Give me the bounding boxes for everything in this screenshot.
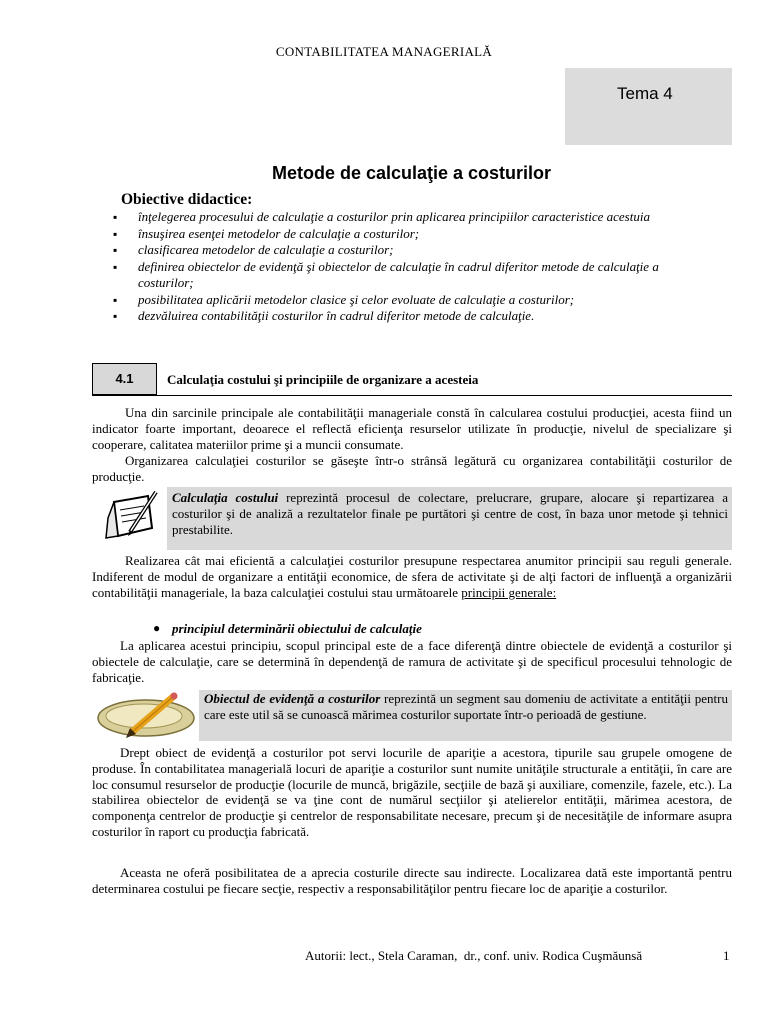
section-number: 4.1: [92, 363, 157, 395]
paragraph-intro: Una din sarcinile principale ale contabilităţii manageriale constă în calcularea costului producţiei, acesta fiind un indicator foarte important, deoarece el reflectă eficienţa resurselor utilizate în producţie, nivelul de specializare şi cooperare, calitatea materiilor prime şi a muncii consumate.: [92, 405, 732, 452]
definition-box-calculation: [167, 487, 732, 550]
section-title: Calculaţia costului şi principiile de organizare a acesteia: [167, 372, 479, 387]
paragraph-principles-text: Realizarea cât mai eficientă a calculaţiei costurilor presupune respectarea anumitor principii sau reguli generale. Indiferent de modul de organizare a entităţii economice, de sfera de activitate şi de alţi factori de influenţă a organizării contabilităţii manageriale, la baza calculaţiei costului stau următoarele: [92, 553, 732, 600]
objective-item: ▪ dezvăluirea contabilităţii costurilor în cadrul diferitor metode de calculaţie.: [110, 308, 710, 325]
paragraph-cost-objects: Drept obiect de evidenţă a costurilor pot servi locurile de apariţie a acestora, tipurile sau grupele omogene de produse. În contabilitatea managerială locuri de apariţie a costurilor sunt numite unităţile structurale a entităţii, în care are loc consumul resurselor de producţie (locurile de muncă, brigăzile, secţiile de bază şi auxiliare, comenzile, fazele, etc.). La stabilirea obiectelor de evidenţă se va ţine cont de numărul secţiilor şi atelierelor entităţii, mărimea acestora, de componenţa centrelor de producţie şi centrelor de responsabilitate necesare, precum şi de necesităţile de informare asupra costurilor în raport cu producţia fabricată.: [92, 745, 732, 839]
objective-item: ▪ clasificarea metodelor de calculaţie a costurilor;: [110, 242, 710, 259]
topic-box: [565, 68, 732, 145]
notepad-pen-icon: [100, 488, 162, 546]
paragraph-principle-application: La aplicarea acestui principiu, scopul principal este de a face diferenţă dintre obiectele de evidenţă a costurilor şi obiectele de calculaţie, care se determină în dependenţă de ramura de activitate şi de specificul procesului tehnologic de fabricaţie.: [92, 638, 732, 685]
paragraph-organization: Organizarea calculaţiei costurilor se găseşte într-o strânsă legătură cu organizarea contabilităţii costurilor de producţie.: [92, 453, 732, 484]
paragraph-principles: [92, 553, 732, 600]
running-header: CONTABILITATEA MANAGERIALĂ: [275, 44, 493, 59]
footer-authors: Autorii: lect., Stela Caraman, dr., conf. univ. Rodica Cuşmăunsă: [305, 948, 643, 963]
page-title: Metode de calculaţie a costurilor: [271, 163, 552, 183]
topic-label: Tema 4: [617, 84, 673, 103]
definition-term: Calculaţia costului: [172, 490, 279, 505]
principles-label: principii generale:: [461, 584, 557, 600]
definition-box-cost-object: [199, 690, 732, 741]
objective-item: ▪ definirea obiectelor de evidenţă şi obiectelor de calculaţie în cadrul diferitor metode de calculaţie a costurilor;: [110, 259, 710, 292]
objective-item: ▪ posibilitatea aplicării metodelor clasice şi celor evoluate de calculaţie a costurilor;: [110, 292, 710, 309]
definition-text: reprezintă un segment sau domeniu de activitate a entităţii pentru care este util să se cunoască mărimea costurilor suportate într-o perioadă de gestiune.: [204, 691, 728, 722]
objective-item: ▪ înţelegerea procesului de calculaţie a costurilor prin aplicarea principiilor caracteristice acestuia: [110, 209, 710, 226]
section-heading: [92, 363, 732, 396]
objectives-list: [110, 209, 710, 325]
principle-item: principiul determinării obiectului de calculaţie: [172, 621, 422, 636]
objective-item: ▪ însuşirea esenţei metodelor de calculaţie a costurilor;: [110, 226, 710, 243]
bullet-dot: ●: [153, 621, 161, 635]
objectives-heading: Obiective didactice:: [121, 191, 253, 208]
paragraph-direct-indirect: Aceasta ne oferă posibilitatea de a aprecia costurile directe sau indirecte. Localizarea dată este importantă pentru determinarea costului pe fiecare secţie, respectiv a responsabilităţilor pentru fiecare loc de apariţie a costurilor.: [92, 865, 732, 896]
pencil-pad-icon: [94, 688, 198, 740]
definition-term: Obiectul de evidenţă a costurilor: [204, 691, 381, 706]
page-number: 1: [723, 948, 730, 963]
definition-text: reprezintă procesul de colectare, prelucrare, grupare, alocare şi repartizarea a costurilor şi de analiză a rezultatelor finale pe purtători şi centre de cost, în baza unor metode şi tehnici prestabilite.: [172, 490, 728, 537]
